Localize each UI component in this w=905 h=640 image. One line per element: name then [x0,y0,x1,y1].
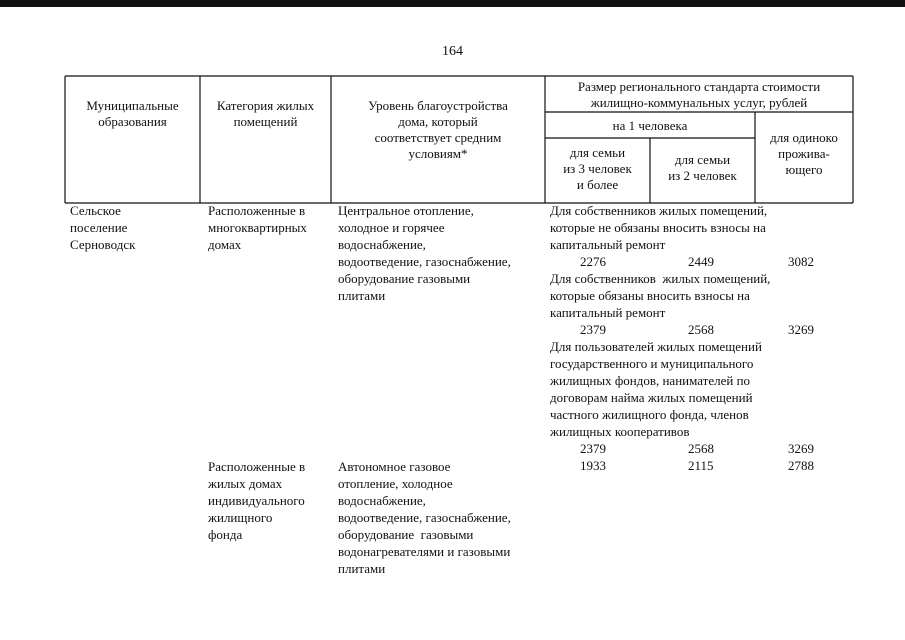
group2-label: Для собственников жилых помещений, которые обязаны вносить взносы на капитальный ремонт [550,271,771,320]
header-municipality: Муниципальные образования [86,98,179,129]
group1-label: Для собственников жилых помещений, которые не обязаны вносить взносы на капитальный ремонт [550,203,768,252]
header-single: для одиноко прожива- ющего [770,130,838,177]
group3-family3-value: 2379 [580,441,606,456]
group3-single-value: 3269 [788,441,814,456]
group2-family3-value: 2379 [580,322,606,337]
header-level: Уровень благоустройства дома, который соответствует средним условиям* [368,98,508,161]
header-family3: для семьи из 3 человек и более [563,145,632,192]
cell-level-central: Центральное отопление, холодное и горячее водоснабжение, водоотведение, газоснабжение, оборудование газовыми плитами [338,203,511,303]
group1-family3-value: 2276 [580,254,606,269]
header-size: Размер регионального стандарта стоимости жилищно-коммунальных услуг, рублей [577,79,821,110]
group4-family2-value: 2115 [688,458,714,473]
group4-single-value: 2788 [788,458,814,473]
group2-family2-value: 2568 [688,322,714,337]
cell-category-apartments: Расположенные в многоквартирных домах [208,203,307,252]
group2-single-value: 3269 [788,322,814,337]
header-family2: для семьи из 2 человек [668,152,737,183]
header-category: Категория жилых помещений [216,98,315,129]
header-per-person: на 1 человека [612,118,688,133]
cell-category-private-houses: Расположенные в жилых домах индивидуального жилищного фонда [208,459,306,542]
group3-label: Для пользователей жилых помещений государственного и муниципального жилищных фондов, нанимателей по договорам найма жилых помещений частного жилищного фонда, членов жилищных кооперативов [550,339,762,439]
group1-family2-value: 2449 [688,254,714,269]
group1-single-value: 3082 [788,254,814,269]
page-number: 164 [442,44,463,59]
cell-level-autonomous: Автономное газовое отопление, холодное водоснабжение, водоотведение, газоснабжение, оборудование газовыми водонагревателями и газовыми плитами [338,459,511,576]
group4-family3-value: 1933 [580,458,606,473]
cell-municipality: Сельское поселение Серноводск [70,203,136,252]
group3-family2-value: 2568 [688,441,714,456]
